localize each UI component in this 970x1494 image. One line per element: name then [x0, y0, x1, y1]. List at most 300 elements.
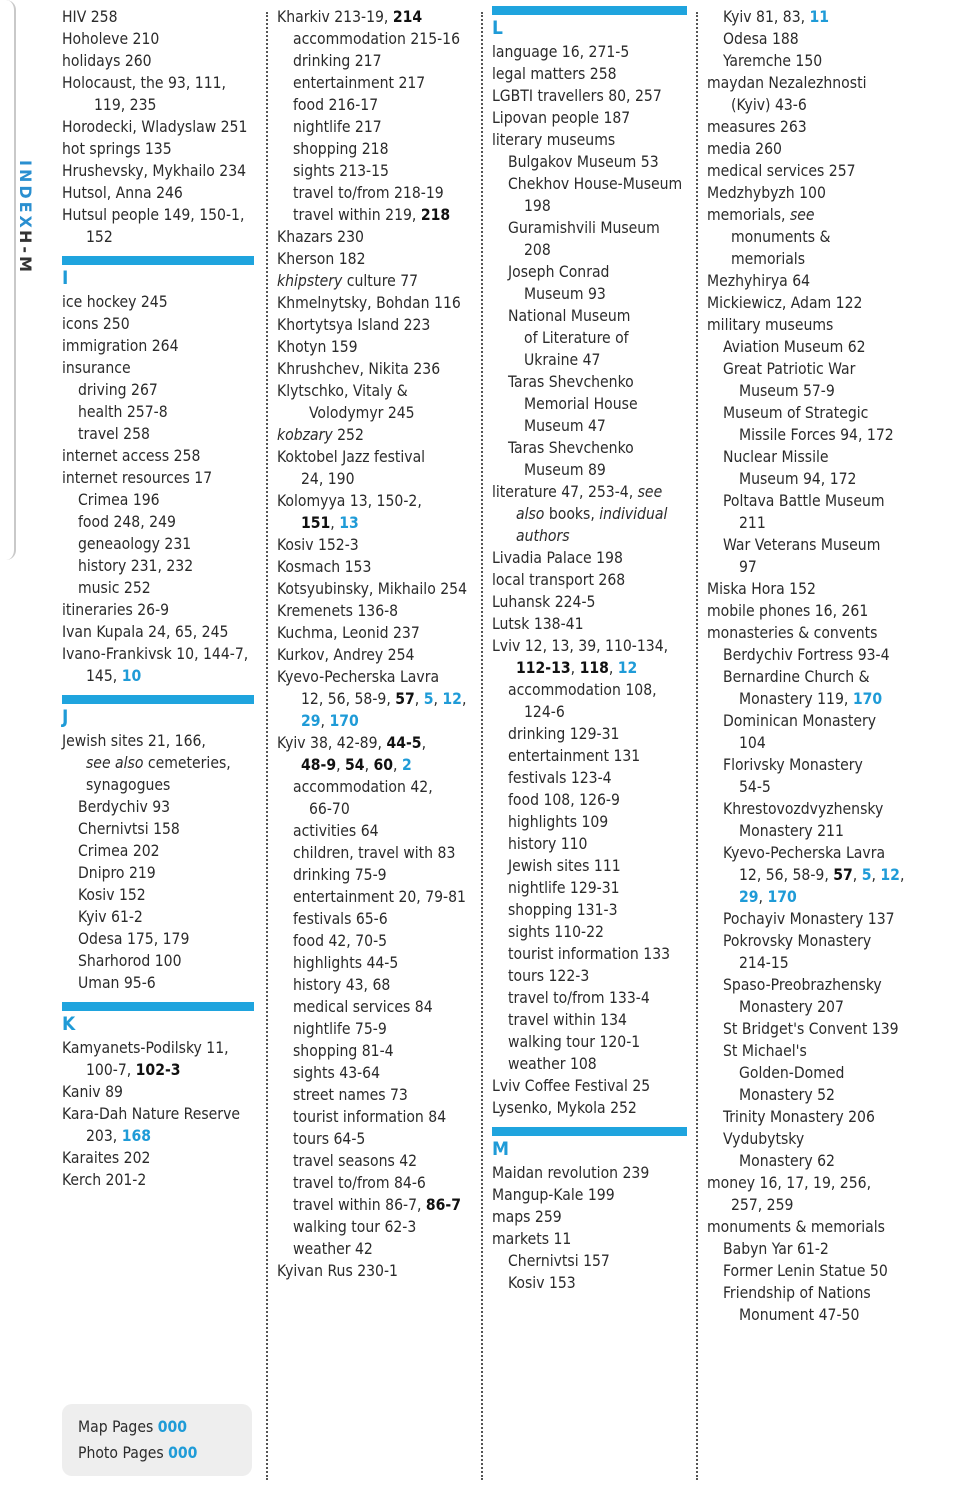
main-page-ref: 60	[373, 756, 394, 774]
index-entry	[62, 116, 254, 138]
letter-rule	[62, 695, 254, 704]
entry-text: Bulgakov Museum 53	[508, 153, 659, 171]
entry-text: Khotyn 159	[277, 338, 358, 356]
index-entry	[62, 511, 254, 533]
index-entry	[277, 424, 472, 446]
entry-text: synagogues	[86, 776, 171, 794]
entry-text: food 248, 249	[78, 513, 176, 531]
page-edge-tab	[0, 0, 16, 560]
index-entry	[62, 1059, 254, 1081]
entry-text: Kharkiv 213-19,	[277, 8, 393, 26]
letter-heading	[62, 695, 254, 730]
entry-text: St Bridget's Convent 139	[723, 1020, 899, 1038]
entry-text: Chernivtsi 158	[78, 820, 180, 838]
entry-text: Monastery 119,	[739, 690, 853, 708]
index-entry	[277, 512, 472, 534]
entry-text: highlights 44-5	[293, 954, 399, 972]
index-entry	[277, 1062, 472, 1084]
entry-text: ,	[570, 659, 580, 677]
entry-text: street names 73	[293, 1086, 408, 1104]
index-entry	[492, 503, 687, 525]
entry-text: monuments & memorials	[707, 1218, 885, 1236]
entry-text: Lviv Coffee Festival 25	[492, 1077, 651, 1095]
index-entry	[492, 657, 687, 679]
entry-text: Monastery 52	[739, 1086, 835, 1104]
index-entry	[492, 1097, 687, 1119]
entry-text: National Museum	[508, 307, 631, 325]
index-entry	[277, 1216, 472, 1238]
index-entry	[492, 789, 687, 811]
entry-text: Chernivtsi 157	[508, 1252, 610, 1270]
entry-text: ,	[112, 667, 122, 685]
map-page-ref: 10	[121, 667, 142, 685]
entry-text: 12, 56, 58-9,	[301, 690, 396, 708]
main-page-ref: 102-3	[135, 1061, 181, 1079]
index-entry	[492, 723, 687, 745]
entry-text: Hrushevsky, Mykhailo 234	[62, 162, 247, 180]
entry-text: Hutsol, Anna 246	[62, 184, 183, 202]
entry-text: Pokrovsky Monastery	[723, 932, 872, 950]
entry-text: Pochayiv Monastery 137	[723, 910, 895, 928]
index-entry	[277, 314, 472, 336]
index-entry	[277, 864, 472, 886]
index-entry	[277, 776, 472, 798]
main-page-ref: 214	[392, 8, 423, 26]
entry-text: 97	[739, 558, 757, 576]
index-entry	[707, 402, 907, 424]
entry-text: Missile Forces 94, 172	[739, 426, 894, 444]
entry-text: Mezhyhirya 64	[707, 272, 811, 290]
index-entry	[707, 908, 907, 930]
entry-text: travel 258	[78, 425, 150, 443]
index-entry	[277, 270, 472, 292]
index-entry	[707, 1172, 907, 1194]
index-entry	[707, 292, 907, 314]
entry-text: War Veterans Museum	[723, 536, 881, 554]
main-page-ref: 57	[833, 866, 853, 884]
letter-rule	[62, 1002, 254, 1011]
entry-text: food 216-17	[293, 96, 379, 114]
index-entry	[62, 467, 254, 489]
index-entry	[492, 1053, 687, 1075]
entry-text: walking tour 120-1	[508, 1033, 641, 1051]
legend-map-pages	[78, 1416, 187, 1438]
index-entry	[492, 745, 687, 767]
entry-text: Kyevo-Pecherska Lavra	[277, 668, 440, 686]
index-entry	[62, 401, 254, 423]
entry-text: military museums	[707, 316, 834, 334]
entry-text: entertainment 131	[508, 747, 641, 765]
index-entry	[62, 884, 254, 906]
entry-text: Kosmach 153	[277, 558, 372, 576]
index-entry	[62, 204, 254, 226]
index-entry	[62, 160, 254, 182]
index-column-4	[707, 6, 907, 1326]
index-entry	[277, 28, 472, 50]
letter-rule	[492, 6, 687, 15]
entry-text: tours 122-3	[508, 967, 590, 985]
entry-text: legal matters 258	[492, 65, 617, 83]
entry-text: Kurkov, Andrey 254	[277, 646, 415, 664]
entry-text: Former Lenin Statue 50	[723, 1262, 888, 1280]
index-entry	[492, 415, 687, 437]
legend-photo-label: Photo Pages	[78, 1444, 164, 1462]
entry-text: Khortytsya Island 223	[277, 316, 431, 334]
index-entry	[277, 754, 472, 776]
entry-text: memorials,	[707, 206, 790, 224]
entry-text: Mickiewicz, Adam 122	[707, 294, 863, 312]
index-entry	[707, 1150, 907, 1172]
index-entry	[62, 1169, 254, 1191]
entry-text: Museum of Strategic	[723, 404, 869, 422]
index-entry	[277, 94, 472, 116]
entry-text: Golden-Domed	[739, 1064, 845, 1082]
entry-text: authors	[516, 527, 570, 545]
index-entry	[492, 547, 687, 569]
entry-text: medical services 257	[707, 162, 856, 180]
main-page-ref: 48-9	[301, 756, 337, 774]
entry-text: shopping 218	[293, 140, 389, 158]
entry-text: Khmelnytsky, Bohdan 116	[277, 294, 461, 312]
index-entry	[707, 622, 907, 644]
entry-text: local transport 268	[492, 571, 626, 589]
letter-rule	[492, 1127, 687, 1136]
column-divider	[266, 12, 268, 1480]
index-entry	[492, 151, 687, 173]
index-entry	[277, 600, 472, 622]
index-entry	[492, 239, 687, 261]
index-entry	[62, 972, 254, 994]
index-entry	[62, 643, 254, 665]
entry-text: history 43, 68	[293, 976, 391, 994]
index-entry	[277, 358, 472, 380]
entry-text: 66-70	[309, 800, 350, 818]
index-entry	[492, 569, 687, 591]
entry-text: 54-5	[739, 778, 771, 796]
index-entry	[707, 556, 907, 578]
entry-text: Guramishvili Museum	[508, 219, 660, 237]
entry-text: Miska Hora 152	[707, 580, 816, 598]
index-entry	[492, 701, 687, 723]
entry-text: travel within 134	[508, 1011, 627, 1029]
entry-text: individual	[599, 505, 668, 523]
entry-text: driving 267	[78, 381, 158, 399]
entry-text: entertainment 217	[293, 74, 426, 92]
entry-text: travel within 86-7,	[293, 1196, 426, 1214]
entry-text: weather 108	[508, 1055, 597, 1073]
index-entry	[492, 833, 687, 855]
index-entry	[277, 1040, 472, 1062]
entry-text: Trinity Monastery 206	[723, 1108, 875, 1126]
index-entry	[62, 1103, 254, 1125]
side-tab-range: H-M	[16, 230, 35, 275]
entry-text: monuments &	[731, 228, 831, 246]
index-entry	[492, 613, 687, 635]
entry-text: tourist information 133	[508, 945, 671, 963]
index-entry	[492, 41, 687, 63]
entry-text: Aviation Museum 62	[723, 338, 866, 356]
index-entry	[707, 1260, 907, 1282]
index-entry	[492, 459, 687, 481]
index-entry	[492, 261, 687, 283]
entry-text: Museum 89	[524, 461, 606, 479]
entry-text: Bernardine Church &	[723, 668, 870, 686]
entry-text: ,	[608, 659, 618, 677]
letter-label: I	[62, 267, 69, 289]
index-entry	[277, 534, 472, 556]
index-entry	[492, 1228, 687, 1250]
entry-text: memorials	[731, 250, 806, 268]
main-page-ref: 151	[301, 514, 331, 532]
index-column-3	[492, 6, 687, 1294]
entry-text: kobzary	[277, 426, 333, 444]
index-entry	[492, 1206, 687, 1228]
index-entry	[277, 160, 472, 182]
index-entry	[492, 855, 687, 877]
entry-text: Monastery 211	[739, 822, 844, 840]
entry-text: mobile phones 16, 261	[707, 602, 869, 620]
letter-heading	[492, 6, 687, 41]
entry-text: sights 213-15	[293, 162, 389, 180]
entry-text: hot springs 135	[62, 140, 172, 158]
index-entry	[277, 72, 472, 94]
index-entry	[492, 877, 687, 899]
index-entry	[277, 292, 472, 314]
entry-text: Museum 47	[524, 417, 606, 435]
index-entry	[277, 688, 472, 710]
main-page-ref: 54	[345, 756, 365, 774]
entry-text: festivals 123-4	[508, 769, 612, 787]
index-entry	[62, 730, 254, 752]
entry-text: maps 259	[492, 1208, 562, 1226]
entry-text: holidays 260	[62, 52, 152, 70]
index-entry	[707, 1238, 907, 1260]
index-entry	[707, 380, 907, 402]
index-entry	[277, 908, 472, 930]
index-entry	[492, 173, 687, 195]
entry-text: Sharhorod 100	[78, 952, 182, 970]
entry-text: 12, 56, 58-9,	[739, 866, 834, 884]
index-entry	[707, 930, 907, 952]
index-entry	[492, 107, 687, 129]
index-entry	[62, 379, 254, 401]
entry-text: Kherson 182	[277, 250, 366, 268]
entry-text: Nuclear Missile	[723, 448, 829, 466]
index-entry	[707, 952, 907, 974]
index-entry	[492, 1184, 687, 1206]
index-entry	[707, 1304, 907, 1326]
entry-text: 214-15	[739, 954, 789, 972]
entry-text: Livadia Palace 198	[492, 549, 623, 567]
index-entry	[277, 402, 472, 424]
entry-text: Monument 47-50	[739, 1306, 860, 1324]
index-entry	[492, 1162, 687, 1184]
entry-text: markets 11	[492, 1230, 572, 1248]
entry-text: Museum 93	[524, 285, 606, 303]
map-page-ref: 12	[617, 659, 638, 677]
entry-text: travel seasons 42	[293, 1152, 418, 1170]
entry-text: Babyn Yar 61-2	[723, 1240, 829, 1258]
entry-text: ,	[330, 514, 340, 532]
index-entry	[492, 393, 687, 415]
entry-text: Kyiv 81, 83,	[723, 8, 810, 26]
side-tab	[16, 160, 44, 300]
entry-text: nightlife 75-9	[293, 1020, 387, 1038]
index-entry	[62, 1081, 254, 1103]
entry-text: immigration 264	[62, 337, 179, 355]
entry-text: Medzhybyzh 100	[707, 184, 826, 202]
map-page-ref: 2	[401, 756, 412, 774]
entry-text: Kaniv 89	[62, 1083, 123, 1101]
index-entry	[277, 490, 472, 512]
entry-text: ,	[852, 866, 862, 884]
index-entry	[707, 116, 907, 138]
entry-text: travel to/from 133-4	[508, 989, 650, 1007]
index-entry	[62, 555, 254, 577]
map-page-ref: 13	[339, 514, 359, 532]
index-column-2	[277, 6, 472, 1282]
entry-text: 198	[524, 197, 551, 215]
entry-text: Hutsul people 149, 150-1,	[62, 206, 245, 224]
index-entry	[277, 1150, 472, 1172]
index-entry	[707, 226, 907, 248]
index-entry	[707, 270, 907, 292]
entry-text: Kosiv 152	[78, 886, 146, 904]
entry-text: Joseph Conrad	[508, 263, 610, 281]
entry-text: Karaites 202	[62, 1149, 151, 1167]
index-entry	[492, 591, 687, 613]
entry-text: drinking 217	[293, 52, 382, 70]
entry-text: ,	[414, 690, 424, 708]
entry-text: ,	[461, 690, 467, 708]
entry-text: Jewish sites 111	[508, 857, 621, 875]
index-entry	[707, 1062, 907, 1084]
entry-text: Crimea 196	[78, 491, 160, 509]
index-entry	[277, 50, 472, 72]
entry-text: walking tour 62-3	[293, 1218, 417, 1236]
index-entry	[707, 600, 907, 622]
entry-text: Kuchma, Leonid 237	[277, 624, 420, 642]
entry-text: culture 77	[342, 272, 419, 290]
entry-text: monasteries & convents	[707, 624, 878, 642]
letter-label: J	[62, 706, 69, 728]
map-page-ref: 12	[442, 690, 462, 708]
index-entry	[492, 481, 687, 503]
index-entry	[277, 556, 472, 578]
entry-text: nightlife 217	[293, 118, 382, 136]
entry-text: HIV 258	[62, 8, 118, 26]
index-entry	[707, 578, 907, 600]
index-entry	[707, 138, 907, 160]
entry-text: ,	[421, 734, 427, 752]
map-page-ref: 170	[767, 888, 797, 906]
entry-text: Khazars 230	[277, 228, 364, 246]
index-entry	[62, 752, 254, 774]
entry-text: 124-6	[524, 703, 565, 721]
index-entry	[492, 525, 687, 547]
index-entry	[707, 798, 907, 820]
entry-text: health 257-8	[78, 403, 168, 421]
entry-text: Lysenko, Mykola 252	[492, 1099, 637, 1117]
index-entry	[62, 950, 254, 972]
index-entry	[62, 928, 254, 950]
index-entry	[62, 445, 254, 467]
index-entry	[277, 1260, 472, 1282]
entry-text: 208	[524, 241, 551, 259]
main-page-ref: 112-13	[516, 659, 571, 677]
index-entry	[62, 182, 254, 204]
index-entry	[707, 974, 907, 996]
entry-text: travel to/from 218-19	[293, 184, 444, 202]
index-entry	[277, 732, 472, 754]
map-page-ref: 168	[121, 1127, 151, 1145]
index-entry	[277, 952, 472, 974]
entry-text: tours 64-5	[293, 1130, 366, 1148]
legend-photo-pages	[78, 1442, 197, 1464]
entry-text: Museum 94, 172	[739, 470, 857, 488]
entry-text: 257, 259	[731, 1196, 794, 1214]
entry-text: 145	[86, 667, 113, 685]
index-entry	[62, 862, 254, 884]
index-entry	[277, 930, 472, 952]
entry-text: Kyevo-Pecherska Lavra	[723, 844, 886, 862]
index-entry	[707, 644, 907, 666]
map-page-ref: 11	[809, 8, 830, 26]
map-page-ref: 29	[739, 888, 759, 906]
entry-text: Khrestovozdvyzhensky	[723, 800, 884, 818]
index-entry	[277, 666, 472, 688]
index-entry	[277, 798, 472, 820]
index-entry	[707, 1128, 907, 1150]
entry-text: maydan Nezalezhnosti	[707, 74, 867, 92]
entry-text: Kyiv 38, 42-89,	[277, 734, 387, 752]
entry-text: language 16, 271-5	[492, 43, 630, 61]
entry-text: itineraries 26-9	[62, 601, 170, 619]
index-entry	[277, 644, 472, 666]
index-entry	[707, 864, 907, 886]
index-entry	[707, 1216, 907, 1238]
index-entry	[62, 226, 254, 248]
entry-text: cemeteries,	[143, 754, 231, 772]
entry-text: Museum 57-9	[739, 382, 835, 400]
index-entry	[492, 85, 687, 107]
entry-text: Memorial House	[524, 395, 638, 413]
letter-heading	[62, 1002, 254, 1037]
index-entry	[62, 72, 254, 94]
entry-text: Kamyanets-Podilsky 11,	[62, 1039, 229, 1057]
entry-text: 152	[86, 228, 113, 246]
entry-text: Odesa 175, 179	[78, 930, 190, 948]
entry-text: Poltava Battle Museum	[723, 492, 885, 510]
index-entry	[707, 468, 907, 490]
index-entry	[62, 357, 254, 379]
index-entry	[62, 94, 254, 116]
entry-text: Friendship of Nations	[723, 1284, 871, 1302]
entry-text: sights 110-22	[508, 923, 604, 941]
index-entry	[62, 774, 254, 796]
entry-text: measures 263	[707, 118, 807, 136]
index-entry	[62, 6, 254, 28]
entry-text: Maidan revolution 239	[492, 1164, 650, 1182]
index-entry	[707, 886, 907, 908]
main-page-ref: 86-7	[425, 1196, 462, 1214]
index-entry	[62, 1037, 254, 1059]
map-page-ref: 170	[329, 712, 359, 730]
index-entry	[62, 28, 254, 50]
entry-text: Berdychiv Fortress 93-4	[723, 646, 890, 664]
index-entry	[707, 358, 907, 380]
entry-text: 211	[739, 514, 766, 532]
